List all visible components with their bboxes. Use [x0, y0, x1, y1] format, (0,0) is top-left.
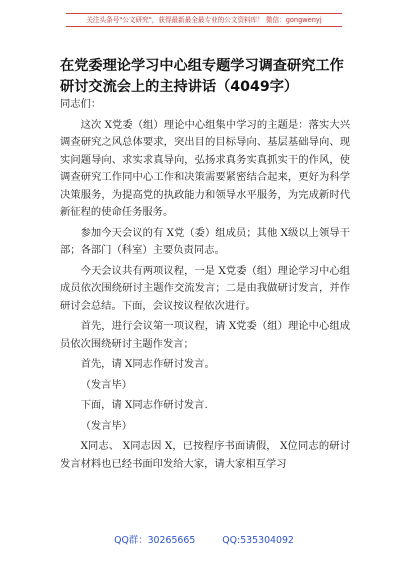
paragraph: 首先，请 X同志作研讨发言。: [80, 358, 215, 370]
page-footer: [0, 532, 408, 546]
footer-qq-group: QQ群：30265665: [114, 535, 196, 546]
document-body: [60, 96, 350, 473]
paragraph: X同志、 X同志因 X，已按程序书面请假， X位同志的研讨发言材料也已经书面印发给大家，请大家相互学习: [60, 440, 350, 470]
footer-qq: QQ:535304092: [222, 535, 294, 546]
paragraph: 这次 X党委（组）理论中心组集中学习的主题是：落实大兴调查研究之风总体要求，突出目的目标导向、基层基础导向、现实问题导向、求实求真导向，弘扬求真务实真抓实干的作风，使调查研究工作同中心工作和决策需要紧密结合起来，更好为科学决策服务，为提高党的执政能力和领导水平服务，为完成新时代新征程的使命任务服务。: [60, 118, 350, 218]
title-line-1: 在党委理论学习中心组专题学习调查研究工作: [60, 58, 344, 74]
salutation: 同志们：: [60, 98, 102, 110]
paragraph: 首先，进行会议第一项议程，请 X党委（组）理论中心组成员依次围绕研讨主题作发言；: [60, 320, 350, 350]
paragraph: （发言毕）: [80, 419, 133, 432]
header-banner: 关注头条号"公文研究"，获得最新最全最专业的公文资料库！ 微信：gongwenyj: [66, 13, 342, 27]
paragraph: （发言毕）: [80, 378, 133, 391]
paragraph: 今天会议共有两项议程，一是 X党委（组）理论学习中心组成员依次围绕研讨主题作交流发言；二是由我做研讨发言，并作研讨会总结。下面，会议按议程依次进行。: [60, 264, 350, 312]
paragraph: 下面，请 X同志作研讨发言.: [80, 399, 208, 411]
document-title: [60, 56, 354, 98]
title-line-2: 研讨交流会上的主持讲话（4049字）: [60, 79, 299, 95]
paragraph: 参加今天会议的有 X党（委）组成员；其他 X级以上领导干部；各部门（科室）主要负责同志。: [60, 226, 350, 256]
